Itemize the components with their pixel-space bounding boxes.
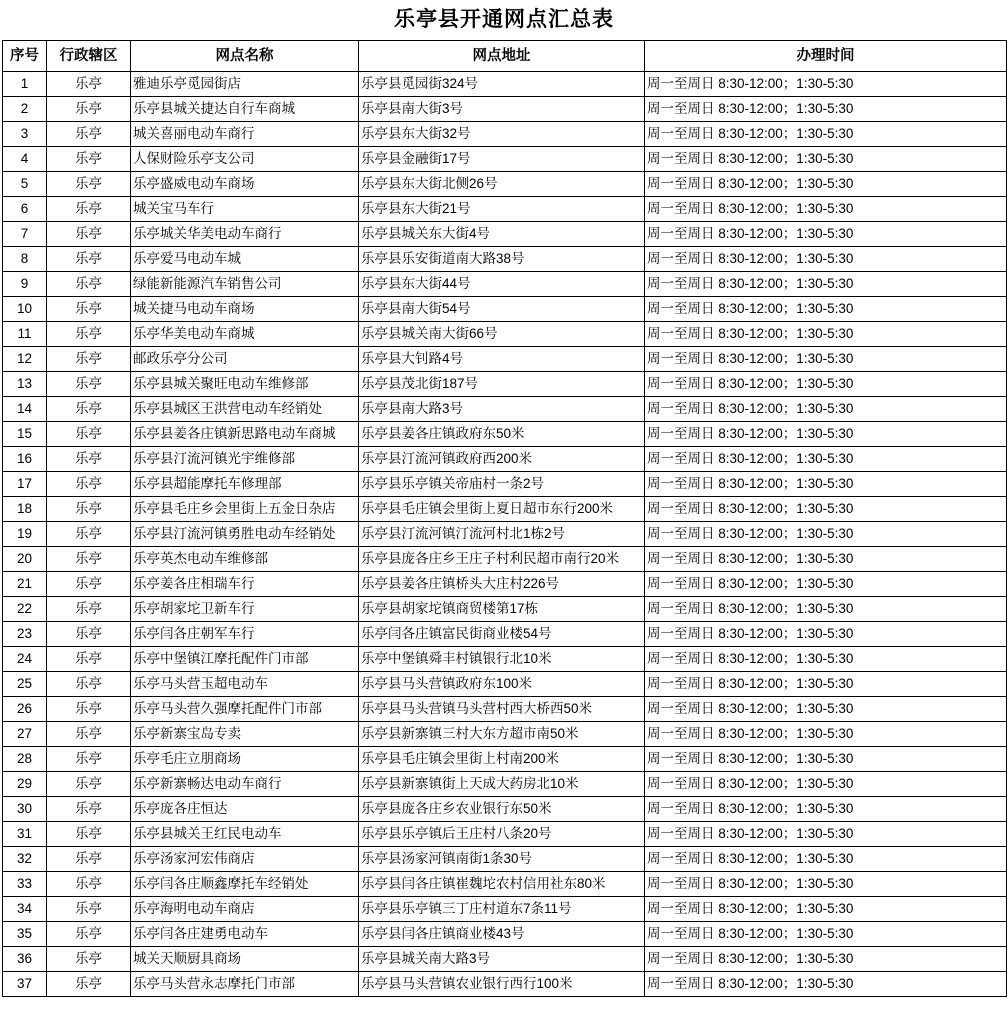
- cell-outlet-name: 乐亭新寨宝岛专卖: [131, 722, 359, 747]
- cell-outlet-name: 乐亭县毛庄乡会里街上五金日杂店: [131, 497, 359, 522]
- cell-district: 乐亭: [47, 497, 131, 522]
- cell-district: 乐亭: [47, 197, 131, 222]
- cell-index: 18: [3, 497, 47, 522]
- cell-index: 13: [3, 372, 47, 397]
- table-row: [3, 822, 1007, 847]
- cell-business-hours: 周一至周日 8:30-12:00；1:30-5:30: [645, 747, 1007, 772]
- cell-outlet-address: 乐亭县闫各庄镇商业楼43号: [359, 922, 645, 947]
- cell-business-hours: 周一至周日 8:30-12:00；1:30-5:30: [645, 122, 1007, 147]
- cell-outlet-address: 乐亭县觅园街324号: [359, 72, 645, 97]
- cell-business-hours: 周一至周日 8:30-12:00；1:30-5:30: [645, 347, 1007, 372]
- table-row: [3, 647, 1007, 672]
- cell-outlet-address: 乐亭县城关东大街4号: [359, 222, 645, 247]
- cell-business-hours: 周一至周日 8:30-12:00；1:30-5:30: [645, 147, 1007, 172]
- cell-outlet-address: 乐亭县城关南大街66号: [359, 322, 645, 347]
- cell-business-hours: 周一至周日 8:30-12:00；1:30-5:30: [645, 322, 1007, 347]
- cell-business-hours: 周一至周日 8:30-12:00；1:30-5:30: [645, 647, 1007, 672]
- cell-outlet-address: 乐亭县城关南大路3号: [359, 947, 645, 972]
- cell-index: 2: [3, 97, 47, 122]
- table-row: [3, 197, 1007, 222]
- table-row: [3, 172, 1007, 197]
- cell-outlet-address: 乐亭县毛庄镇会里街上夏日超市东行200米: [359, 497, 645, 522]
- cell-index: 9: [3, 272, 47, 297]
- cell-index: 24: [3, 647, 47, 672]
- cell-outlet-name: 乐亭英杰电动车维修部: [131, 547, 359, 572]
- cell-business-hours: 周一至周日 8:30-12:00；1:30-5:30: [645, 522, 1007, 547]
- cell-district: 乐亭: [47, 322, 131, 347]
- table-row: [3, 972, 1007, 997]
- cell-district: 乐亭: [47, 422, 131, 447]
- cell-outlet-name: 绿能新能源汽车销售公司: [131, 272, 359, 297]
- cell-index: 33: [3, 872, 47, 897]
- cell-district: 乐亭: [47, 372, 131, 397]
- cell-outlet-name: 乐亭华美电动车商城: [131, 322, 359, 347]
- cell-outlet-name: 乐亭汤家河宏伟商店: [131, 847, 359, 872]
- cell-index: 17: [3, 472, 47, 497]
- table-row: [3, 672, 1007, 697]
- cell-district: 乐亭: [47, 522, 131, 547]
- table-row: [3, 897, 1007, 922]
- table-header-row: [3, 41, 1007, 72]
- cell-outlet-name: 乐亭中堡镇江摩托配件门市部: [131, 647, 359, 672]
- cell-index: 4: [3, 147, 47, 172]
- cell-business-hours: 周一至周日 8:30-12:00；1:30-5:30: [645, 197, 1007, 222]
- cell-index: 11: [3, 322, 47, 347]
- table-row: [3, 147, 1007, 172]
- cell-outlet-address: 乐亭县新寨镇街上天成大药房北10米: [359, 772, 645, 797]
- cell-business-hours: 周一至周日 8:30-12:00；1:30-5:30: [645, 222, 1007, 247]
- cell-index: 20: [3, 547, 47, 572]
- cell-index: 7: [3, 222, 47, 247]
- cell-index: 12: [3, 347, 47, 372]
- column-header-outlet-name: 网点名称: [131, 41, 359, 72]
- cell-business-hours: 周一至周日 8:30-12:00；1:30-5:30: [645, 297, 1007, 322]
- cell-outlet-address: 乐亭中堡镇舜丰村镇银行北10米: [359, 647, 645, 672]
- cell-district: 乐亭: [47, 597, 131, 622]
- cell-district: 乐亭: [47, 847, 131, 872]
- cell-outlet-address: 乐亭县东大街21号: [359, 197, 645, 222]
- cell-business-hours: 周一至周日 8:30-12:00；1:30-5:30: [645, 772, 1007, 797]
- cell-business-hours: 周一至周日 8:30-12:00；1:30-5:30: [645, 547, 1007, 572]
- cell-outlet-name: 乐亭县城关捷达自行车商城: [131, 97, 359, 122]
- table-row: [3, 697, 1007, 722]
- cell-outlet-name: 乐亭马头营玉超电动车: [131, 672, 359, 697]
- cell-outlet-address: 乐亭县乐安街道南大路38号: [359, 247, 645, 272]
- cell-district: 乐亭: [47, 647, 131, 672]
- cell-district: 乐亭: [47, 397, 131, 422]
- cell-index: 6: [3, 197, 47, 222]
- cell-index: 36: [3, 947, 47, 972]
- column-header-outlet-address: 网点地址: [359, 41, 645, 72]
- table-row: [3, 447, 1007, 472]
- cell-outlet-name: 乐亭庞各庄恒达: [131, 797, 359, 822]
- table-row: [3, 597, 1007, 622]
- cell-index: 19: [3, 522, 47, 547]
- cell-outlet-name: 城关宝马车行: [131, 197, 359, 222]
- cell-index: 23: [3, 622, 47, 647]
- cell-outlet-name: 乐亭县城关聚旺电动车维修部: [131, 372, 359, 397]
- cell-district: 乐亭: [47, 147, 131, 172]
- cell-outlet-address: 乐亭县毛庄镇会里街上村南200米: [359, 747, 645, 772]
- cell-business-hours: 周一至周日 8:30-12:00；1:30-5:30: [645, 797, 1007, 822]
- cell-outlet-name: 城关捷马电动车商场: [131, 297, 359, 322]
- outlets-table: [2, 40, 1007, 997]
- table-row: [3, 72, 1007, 97]
- cell-outlet-address: 乐亭县马头营镇马头营村西大桥西50米: [359, 697, 645, 722]
- cell-outlet-address: 乐亭县庞各庄乡农业银行东50米: [359, 797, 645, 822]
- cell-district: 乐亭: [47, 947, 131, 972]
- cell-business-hours: 周一至周日 8:30-12:00；1:30-5:30: [645, 247, 1007, 272]
- cell-district: 乐亭: [47, 672, 131, 697]
- cell-index: 30: [3, 797, 47, 822]
- cell-district: 乐亭: [47, 297, 131, 322]
- table-row: [3, 297, 1007, 322]
- cell-outlet-address: 乐亭县胡家坨镇商贸楼第17栋: [359, 597, 645, 622]
- cell-outlet-name: 乐亭县超能摩托车修理部: [131, 472, 359, 497]
- cell-district: 乐亭: [47, 747, 131, 772]
- cell-index: 29: [3, 772, 47, 797]
- cell-business-hours: 周一至周日 8:30-12:00；1:30-5:30: [645, 272, 1007, 297]
- cell-outlet-name: 雅迪乐亭觅园街店: [131, 72, 359, 97]
- cell-outlet-name: 乐亭县城区王洪营电动车经销处: [131, 397, 359, 422]
- cell-outlet-address: 乐亭县乐亭镇关帝庙村一条2号: [359, 472, 645, 497]
- cell-business-hours: 周一至周日 8:30-12:00；1:30-5:30: [645, 972, 1007, 997]
- cell-district: 乐亭: [47, 897, 131, 922]
- cell-business-hours: 周一至周日 8:30-12:00；1:30-5:30: [645, 447, 1007, 472]
- cell-outlet-name: 乐亭爱马电动车城: [131, 247, 359, 272]
- cell-business-hours: 周一至周日 8:30-12:00；1:30-5:30: [645, 97, 1007, 122]
- table-row: [3, 272, 1007, 297]
- cell-business-hours: 周一至周日 8:30-12:00；1:30-5:30: [645, 722, 1007, 747]
- cell-outlet-name: 乐亭闫各庄建勇电动车: [131, 922, 359, 947]
- table-row: [3, 622, 1007, 647]
- column-header-district: 行政辖区: [47, 41, 131, 72]
- cell-district: 乐亭: [47, 122, 131, 147]
- cell-outlet-address: 乐亭县马头营镇政府东100米: [359, 672, 645, 697]
- cell-index: 1: [3, 72, 47, 97]
- table-row: [3, 772, 1007, 797]
- cell-outlet-address: 乐亭县东大街北侧26号: [359, 172, 645, 197]
- cell-district: 乐亭: [47, 772, 131, 797]
- cell-outlet-address: 乐亭县闫各庄镇崔魏坨农村信用社东80米: [359, 872, 645, 897]
- cell-index: 37: [3, 972, 47, 997]
- cell-district: 乐亭: [47, 447, 131, 472]
- cell-outlet-address: 乐亭县姜各庄镇政府东50米: [359, 422, 645, 447]
- cell-outlet-address: 乐亭县大钊路4号: [359, 347, 645, 372]
- cell-index: 27: [3, 722, 47, 747]
- cell-district: 乐亭: [47, 547, 131, 572]
- cell-business-hours: 周一至周日 8:30-12:00；1:30-5:30: [645, 697, 1007, 722]
- table-body: [3, 72, 1007, 997]
- cell-district: 乐亭: [47, 572, 131, 597]
- cell-district: 乐亭: [47, 222, 131, 247]
- cell-district: 乐亭: [47, 822, 131, 847]
- cell-index: 10: [3, 297, 47, 322]
- cell-business-hours: 周一至周日 8:30-12:00；1:30-5:30: [645, 922, 1007, 947]
- cell-outlet-name: 邮政乐亭分公司: [131, 347, 359, 372]
- cell-index: 32: [3, 847, 47, 872]
- cell-district: 乐亭: [47, 472, 131, 497]
- cell-business-hours: 周一至周日 8:30-12:00；1:30-5:30: [645, 622, 1007, 647]
- table-row: [3, 722, 1007, 747]
- cell-outlet-name: 乐亭县姜各庄镇新思路电动车商城: [131, 422, 359, 447]
- cell-outlet-address: 乐亭县茂北街187号: [359, 372, 645, 397]
- cell-outlet-name: 乐亭姜各庄相瑞车行: [131, 572, 359, 597]
- cell-outlet-name: 乐亭马头营永志摩托门市部: [131, 972, 359, 997]
- cell-outlet-address: 乐亭县马头营镇农业银行西行100米: [359, 972, 645, 997]
- cell-index: 31: [3, 822, 47, 847]
- cell-index: 35: [3, 922, 47, 947]
- table-row: [3, 347, 1007, 372]
- cell-district: 乐亭: [47, 797, 131, 822]
- cell-index: 14: [3, 397, 47, 422]
- cell-business-hours: 周一至周日 8:30-12:00；1:30-5:30: [645, 172, 1007, 197]
- cell-business-hours: 周一至周日 8:30-12:00；1:30-5:30: [645, 572, 1007, 597]
- cell-business-hours: 周一至周日 8:30-12:00；1:30-5:30: [645, 397, 1007, 422]
- cell-business-hours: 周一至周日 8:30-12:00；1:30-5:30: [645, 372, 1007, 397]
- cell-district: 乐亭: [47, 272, 131, 297]
- cell-outlet-address: 乐亭县汤家河镇南街1条30号: [359, 847, 645, 872]
- table-row: [3, 422, 1007, 447]
- cell-district: 乐亭: [47, 622, 131, 647]
- cell-index: 5: [3, 172, 47, 197]
- cell-business-hours: 周一至周日 8:30-12:00；1:30-5:30: [645, 947, 1007, 972]
- cell-business-hours: 周一至周日 8:30-12:00；1:30-5:30: [645, 472, 1007, 497]
- cell-outlet-address: 乐亭县乐亭镇后王庄村八条20号: [359, 822, 645, 847]
- cell-outlet-address: 乐亭县汀流河镇汀流河村北1栋2号: [359, 522, 645, 547]
- cell-outlet-address: 乐亭县东大街44号: [359, 272, 645, 297]
- cell-outlet-name: 乐亭海明电动车商店: [131, 897, 359, 922]
- cell-index: 22: [3, 597, 47, 622]
- cell-business-hours: 周一至周日 8:30-12:00；1:30-5:30: [645, 672, 1007, 697]
- cell-outlet-name: 乐亭县汀流河镇光宇维修部: [131, 447, 359, 472]
- cell-index: 26: [3, 697, 47, 722]
- cell-outlet-address: 乐亭县乐亭镇三丁庄村道东7条11号: [359, 897, 645, 922]
- cell-index: 16: [3, 447, 47, 472]
- cell-district: 乐亭: [47, 972, 131, 997]
- table-row: [3, 947, 1007, 972]
- cell-outlet-address: 乐亭县东大街32号: [359, 122, 645, 147]
- cell-outlet-name: 乐亭胡家坨卫新车行: [131, 597, 359, 622]
- cell-outlet-name: 乐亭马头营久强摩托配件门市部: [131, 697, 359, 722]
- cell-district: 乐亭: [47, 922, 131, 947]
- cell-index: 3: [3, 122, 47, 147]
- table-row: [3, 97, 1007, 122]
- table-row: [3, 497, 1007, 522]
- cell-outlet-name: 乐亭闫各庄顺鑫摩托车经销处: [131, 872, 359, 897]
- cell-business-hours: 周一至周日 8:30-12:00；1:30-5:30: [645, 597, 1007, 622]
- table-row: [3, 847, 1007, 872]
- cell-outlet-address: 乐亭县南大街3号: [359, 97, 645, 122]
- cell-index: 28: [3, 747, 47, 772]
- cell-index: 15: [3, 422, 47, 447]
- cell-outlet-name: 人保财险乐亭支公司: [131, 147, 359, 172]
- page-title: 乐亭县开通网点汇总表: [394, 8, 614, 31]
- cell-index: 8: [3, 247, 47, 272]
- cell-district: 乐亭: [47, 172, 131, 197]
- table-row: [3, 222, 1007, 247]
- cell-district: 乐亭: [47, 722, 131, 747]
- cell-outlet-address: 乐亭县庞各庄乡王庄子村利民超市南行20米: [359, 547, 645, 572]
- cell-business-hours: 周一至周日 8:30-12:00；1:30-5:30: [645, 872, 1007, 897]
- cell-district: 乐亭: [47, 347, 131, 372]
- table-row: [3, 472, 1007, 497]
- cell-district: 乐亭: [47, 72, 131, 97]
- cell-business-hours: 周一至周日 8:30-12:00；1:30-5:30: [645, 72, 1007, 97]
- cell-outlet-name: 乐亭县城关王红民电动车: [131, 822, 359, 847]
- cell-index: 34: [3, 897, 47, 922]
- table-row: [3, 797, 1007, 822]
- column-header-business-hours: 办理时间: [645, 41, 1007, 72]
- cell-district: 乐亭: [47, 247, 131, 272]
- cell-outlet-name: 乐亭新寨畅达电动车商行: [131, 772, 359, 797]
- cell-business-hours: 周一至周日 8:30-12:00；1:30-5:30: [645, 422, 1007, 447]
- cell-outlet-name: 乐亭盛威电动车商场: [131, 172, 359, 197]
- table-row: [3, 522, 1007, 547]
- table-row: [3, 872, 1007, 897]
- cell-outlet-address: 乐亭闫各庄镇富民街商业楼54号: [359, 622, 645, 647]
- table-row: [3, 922, 1007, 947]
- table-row: [3, 397, 1007, 422]
- cell-outlet-name: 城关喜丽电动车商行: [131, 122, 359, 147]
- cell-business-hours: 周一至周日 8:30-12:00；1:30-5:30: [645, 897, 1007, 922]
- column-header-index: 序号: [3, 41, 47, 72]
- cell-district: 乐亭: [47, 97, 131, 122]
- cell-outlet-address: 乐亭县南大路3号: [359, 397, 645, 422]
- cell-outlet-address: 乐亭县南大街54号: [359, 297, 645, 322]
- table-row: [3, 247, 1007, 272]
- cell-outlet-address: 乐亭县金融街17号: [359, 147, 645, 172]
- cell-outlet-name: 乐亭闫各庄朝军车行: [131, 622, 359, 647]
- cell-outlet-name: 乐亭城关华美电动车商行: [131, 222, 359, 247]
- cell-business-hours: 周一至周日 8:30-12:00；1:30-5:30: [645, 497, 1007, 522]
- cell-index: 25: [3, 672, 47, 697]
- cell-outlet-address: 乐亭县姜各庄镇桥头大庄村226号: [359, 572, 645, 597]
- cell-outlet-name: 乐亭毛庄立朋商场: [131, 747, 359, 772]
- table-row: [3, 372, 1007, 397]
- cell-district: 乐亭: [47, 872, 131, 897]
- cell-district: 乐亭: [47, 697, 131, 722]
- cell-outlet-address: 乐亭县新寨镇三村大东方超市南50米: [359, 722, 645, 747]
- cell-business-hours: 周一至周日 8:30-12:00；1:30-5:30: [645, 847, 1007, 872]
- cell-index: 21: [3, 572, 47, 597]
- table-row: [3, 572, 1007, 597]
- cell-outlet-name: 城关天顺厨具商场: [131, 947, 359, 972]
- table-row: [3, 547, 1007, 572]
- cell-business-hours: 周一至周日 8:30-12:00；1:30-5:30: [645, 822, 1007, 847]
- table-row: [3, 122, 1007, 147]
- cell-outlet-address: 乐亭县汀流河镇政府西200米: [359, 447, 645, 472]
- cell-outlet-name: 乐亭县汀流河镇勇胜电动车经销处: [131, 522, 359, 547]
- table-row: [3, 747, 1007, 772]
- table-row: [3, 322, 1007, 347]
